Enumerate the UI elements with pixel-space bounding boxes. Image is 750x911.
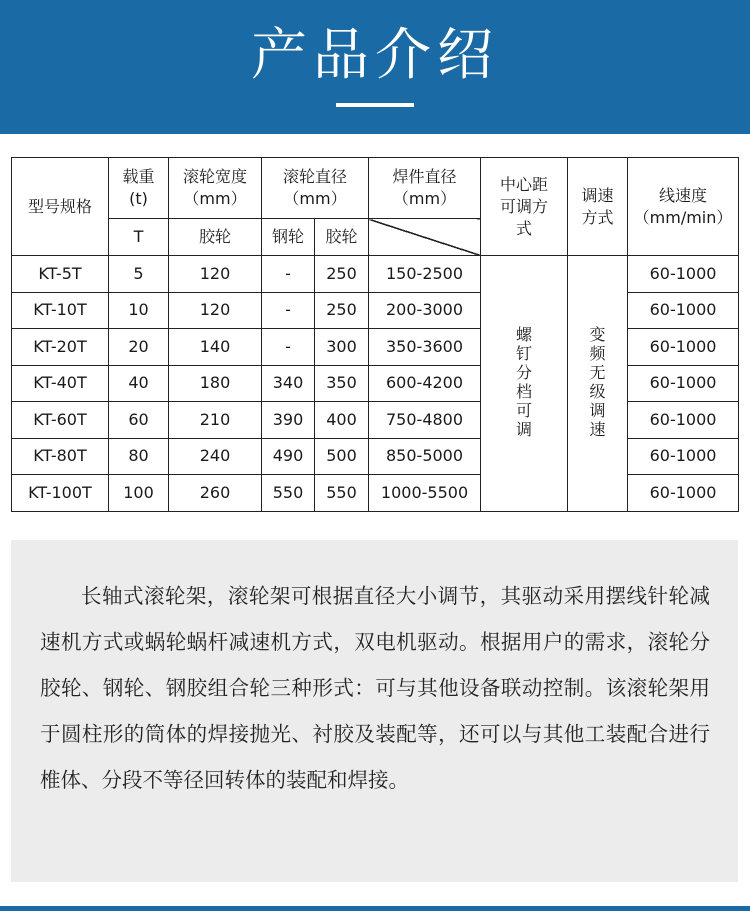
cell-rubber: 250	[315, 292, 369, 329]
header-rubber: 胶轮	[315, 219, 369, 256]
cell-width: 140	[169, 329, 262, 366]
cell-load: 5	[109, 256, 169, 293]
cell-model: KT-20T	[12, 329, 109, 366]
cell-weld: 850-5000	[369, 438, 481, 475]
table-row	[12, 292, 739, 329]
header-banner	[0, 0, 750, 134]
cell-weld: 350-3600	[369, 329, 481, 366]
cell-weld: 150-2500	[369, 256, 481, 293]
spec-table	[11, 157, 739, 512]
cell-speed: 60-1000	[628, 329, 739, 366]
cell-model: KT-100T	[12, 475, 109, 512]
cell-speed: 60-1000	[628, 365, 739, 402]
cell-rubber: 300	[315, 329, 369, 366]
header-width-rubber: 胶轮	[169, 219, 262, 256]
cell-steel: 390	[262, 402, 315, 439]
cell-rubber: 500	[315, 438, 369, 475]
header-wheel-width: 滚轮宽度 （mm）	[169, 158, 262, 219]
diagonal-cell	[369, 219, 481, 256]
table-row	[12, 475, 739, 512]
header-speed-mode: 调速 方式	[568, 158, 628, 256]
cell-speed: 60-1000	[628, 402, 739, 439]
cell-width: 120	[169, 256, 262, 293]
cell-load: 80	[109, 438, 169, 475]
cell-rubber: 550	[315, 475, 369, 512]
header-model: 型号规格	[12, 158, 109, 256]
header-wheel-diameter: 滚轮直径 （mm）	[262, 158, 369, 219]
cell-weld: 1000-5500	[369, 475, 481, 512]
cell-load: 40	[109, 365, 169, 402]
cell-steel: -	[262, 329, 315, 366]
cell-width: 120	[169, 292, 262, 329]
cell-width: 210	[169, 402, 262, 439]
cell-width: 180	[169, 365, 262, 402]
table-row	[12, 329, 739, 366]
cell-weld: 200-3000	[369, 292, 481, 329]
cell-speed: 60-1000	[628, 475, 739, 512]
header-row	[12, 158, 739, 219]
cell-model: KT-40T	[12, 365, 109, 402]
header-weld-diameter: 焊件直径 （mm）	[369, 158, 481, 219]
cell-model: KT-10T	[12, 292, 109, 329]
description-text: 长轴式滚轮架，滚轮架可根据直径大小调节，其驱动采用摆线针轮减速机方式或蜗轮蜗杆减速机方式，双电机驱动。根据用户的需求，滚轮分胶轮、钢轮、钢胶组合轮三种形式：可与其他设备联动控制。该滚轮架用于圆柱形的筒体的焊接抛光、衬胶及装配等，还可以与其他工装配合进行椎体、分段不等径回转体的装配和焊接。	[40, 584, 710, 792]
cell-steel: -	[262, 256, 315, 293]
title-underline	[336, 103, 414, 107]
cell-speed: 60-1000	[628, 438, 739, 475]
cell-width: 260	[169, 475, 262, 512]
cell-rubber: 400	[315, 402, 369, 439]
cell-speed: 60-1000	[628, 256, 739, 293]
cell-steel: -	[262, 292, 315, 329]
cell-load: 60	[109, 402, 169, 439]
speed-mode-value: 变频无级调速	[568, 256, 628, 512]
page-title: 产品介绍	[251, 23, 499, 88]
cell-load: 20	[109, 329, 169, 366]
center-distance-value: 螺钉分档可调	[481, 256, 568, 512]
cell-rubber: 250	[315, 256, 369, 293]
cell-width: 240	[169, 438, 262, 475]
header-load: 载重 (t)	[109, 158, 169, 219]
cell-steel: 550	[262, 475, 315, 512]
header-line-speed: 线速度 （mm/min）	[628, 158, 739, 256]
description-panel	[11, 540, 738, 882]
table-row	[12, 256, 739, 293]
table-row	[12, 365, 739, 402]
cell-steel: 340	[262, 365, 315, 402]
table-row	[12, 402, 739, 439]
header-center-distance: 中心距 可调方 式	[481, 158, 568, 256]
cell-model: KT-60T	[12, 402, 109, 439]
footer-bar	[0, 906, 750, 911]
cell-model: KT-5T	[12, 256, 109, 293]
cell-model: KT-80T	[12, 438, 109, 475]
cell-speed: 60-1000	[628, 292, 739, 329]
cell-weld: 750-4800	[369, 402, 481, 439]
table-row	[12, 438, 739, 475]
cell-rubber: 350	[315, 365, 369, 402]
cell-weld: 600-4200	[369, 365, 481, 402]
cell-steel: 490	[262, 438, 315, 475]
cell-load: 10	[109, 292, 169, 329]
header-load-unit: T	[109, 219, 169, 256]
header-steel: 钢轮	[262, 219, 315, 256]
cell-load: 100	[109, 475, 169, 512]
